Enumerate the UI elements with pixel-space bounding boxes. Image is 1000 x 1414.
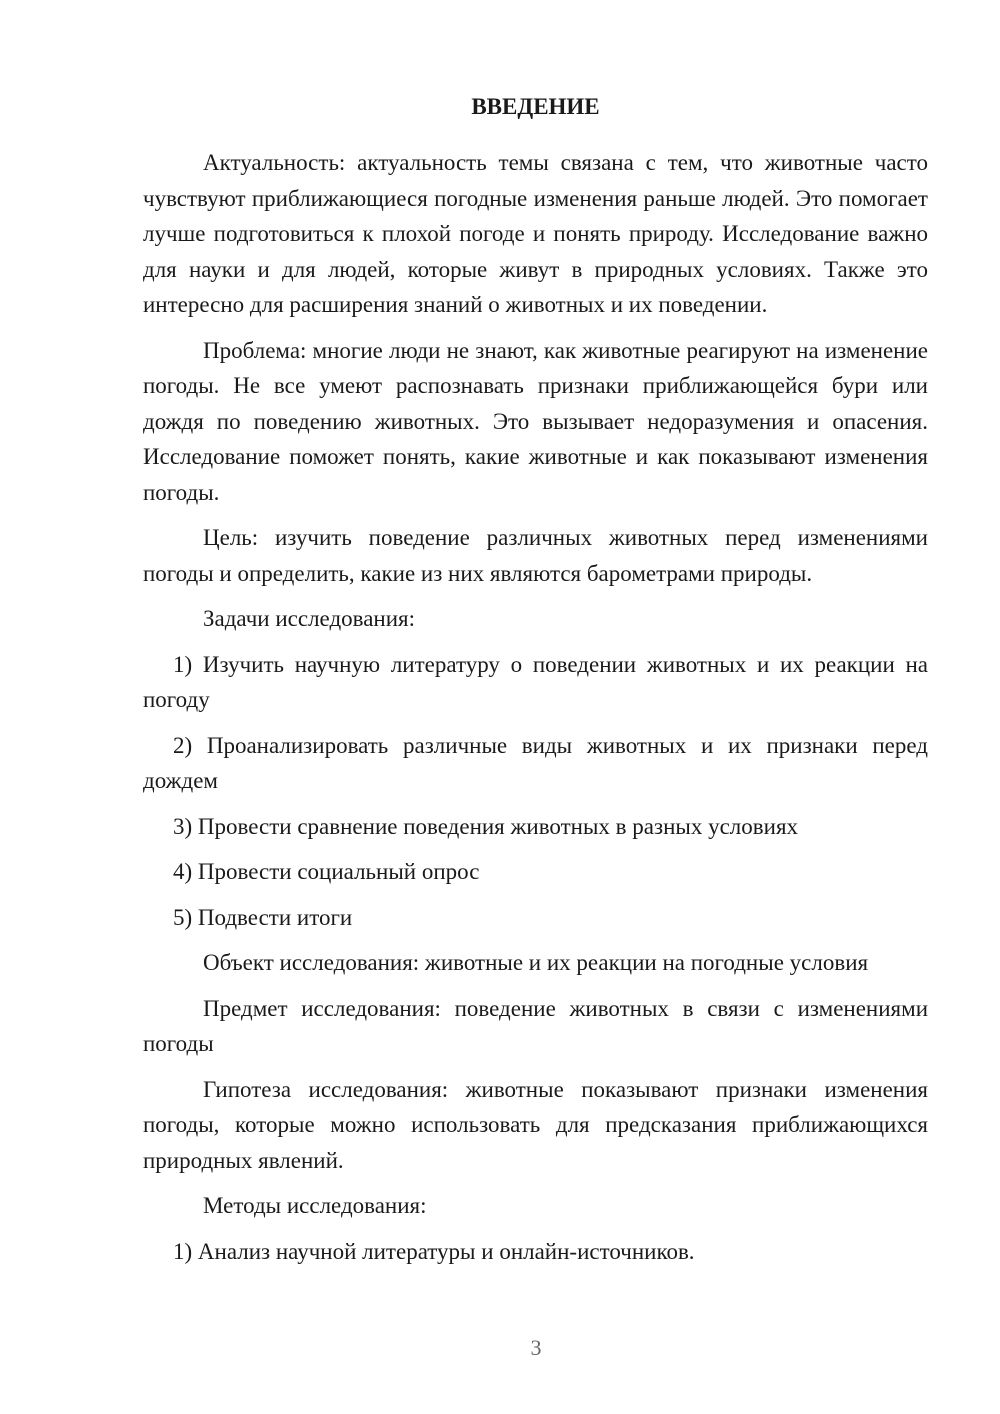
- problem-paragraph: Проблема: многие люди не знают, как животные реагируют на изменение погоды. Не все умеют распознавать признаки приближающейся бури или дождя по поведению животных. Это вызывает недоразумения и опасения. Исследование поможет понять, какие животные и как показывают изменения погоды.: [143, 337, 928, 505]
- tasks-heading: Задачи исследования:: [203, 606, 416, 631]
- object-paragraph: Объект исследования: животные и их реакции на погодные условия: [203, 950, 869, 975]
- task-item: 3) Провести сравнение поведения животных в разных условиях: [173, 813, 799, 839]
- section-title: ВВЕДЕНИЕ: [471, 94, 600, 119]
- methods-heading: Методы исследования:: [203, 1193, 427, 1218]
- task-item: 5) Подвести итоги: [173, 904, 353, 930]
- page-content: [143, 93, 928, 1279]
- task-item: 1) Изучить научную литературу о поведении животных и их реакции на погоду: [143, 651, 928, 712]
- relevance-paragraph: Актуальность: актуальность темы связана с тем, что животные часто чувствуют приближающиеся погодные изменения раньше людей. Это помогает лучше подготовиться к плохой погоде и понять природу. Исследование важно для науки и для людей, которые живут в природных условиях. Также это интересно для расширения знаний о животных и их поведении.: [143, 150, 928, 317]
- goal-paragraph: Цель: изучить поведение различных животных перед изменениями погоды и определить, какие из них являются барометрами природы.: [143, 525, 928, 586]
- method-item: 1) Анализ научной литературы и онлайн-источников.: [173, 1238, 695, 1264]
- subject-paragraph: Предмет исследования: поведение животных в связи с изменениями погоды: [143, 995, 928, 1056]
- task-item: 4) Провести социальный опрос: [173, 859, 480, 884]
- task-item: 2) Проанализировать различные виды животных и их признаки перед дождем: [143, 732, 928, 793]
- page-number: 3: [530, 1335, 542, 1360]
- hypothesis-paragraph: Гипотеза исследования: животные показывают признаки изменения погоды, которые можно использовать для предсказания приближающихся природных явлений.: [143, 1076, 928, 1173]
